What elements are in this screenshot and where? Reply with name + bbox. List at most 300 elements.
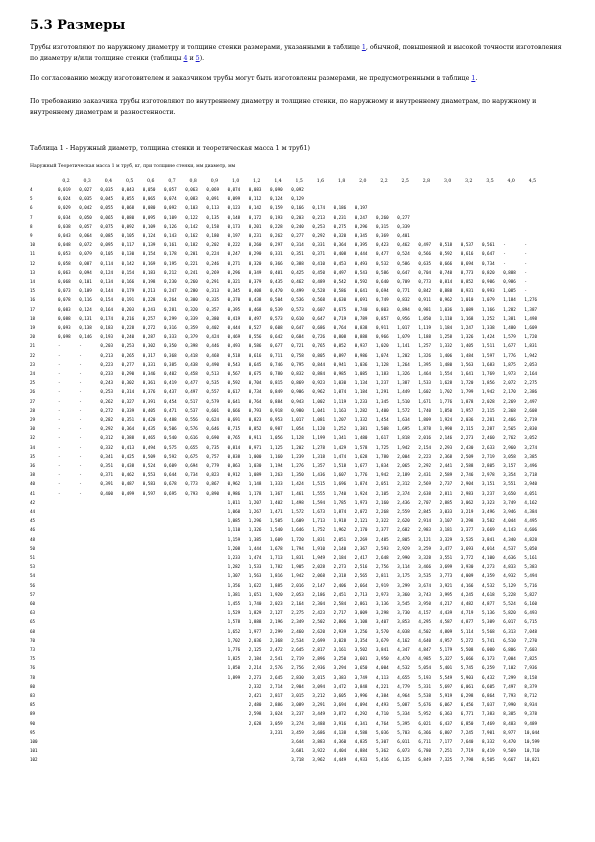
mass-cell: 0,313 [206, 288, 219, 294]
mass-cell: 0,601 [206, 407, 219, 413]
mass-cell: 2,569 [418, 481, 431, 487]
mass-cell: 1,278 [312, 444, 325, 450]
outer-diameter-cell: 29 [30, 417, 36, 422]
outer-diameter-cell: 40 [30, 481, 36, 487]
mass-cell: 5,054 [418, 665, 431, 671]
outer-diameter-cell: 21 [30, 343, 36, 349]
mass-cell: 0,493 [227, 343, 241, 349]
mass-cell: 2,268 [376, 509, 389, 514]
thickness-header-cell: 0,5 [125, 179, 134, 184]
mass-cell: 0,645 [248, 361, 262, 367]
mass-cell: 1,036 [439, 306, 453, 312]
mass-cell: 0,684 [291, 334, 304, 340]
mass-cell: 0,438 [248, 297, 262, 303]
mass-cell: 0,158 [206, 223, 219, 229]
mass-cell: 6,807 [439, 729, 453, 735]
mass-cell: 0,345 [227, 288, 241, 294]
mass-cell: 0,090 [270, 187, 283, 192]
mass-cell: 4,482 [460, 601, 474, 606]
mass-cell: 3,212 [312, 693, 325, 698]
mass-cell: 0,095 [142, 214, 156, 220]
mass-cell: 1,074 [333, 389, 347, 395]
mass-cell: 0,962 [227, 481, 241, 487]
mass-cell: 1,282 [227, 564, 241, 570]
mass-cell: 2,186 [312, 591, 325, 597]
mass-cell: 0,616 [460, 251, 474, 257]
mass-cell: 2,914 [418, 518, 431, 524]
mass-cell: 0,124 [142, 233, 156, 238]
mass-cell: 0,287 [142, 334, 156, 340]
mass-cell: 0,124 [100, 269, 113, 275]
mass-cell: 1,160 [270, 453, 283, 459]
mass-cell: 0,053 [58, 251, 71, 257]
mass-cell: 3,679 [376, 637, 389, 643]
mass-cell: 4,636 [503, 555, 516, 560]
mass-cell: 1,002 [312, 398, 325, 404]
mass-cell: 0,296 [354, 223, 368, 229]
mass-cell: 0,609 [164, 463, 177, 468]
mass-cell: 0,820 [482, 269, 495, 275]
table-row [30, 388, 570, 396]
thickness-header-cell: 2,0 [359, 179, 367, 184]
mass-cell: 4,719 [460, 610, 474, 616]
mass-cell: 0,789 [354, 315, 368, 321]
mass-cell: 3,354 [503, 472, 516, 478]
mass-cell: 0,624 [206, 417, 219, 422]
mass-cell: 3,466 [418, 564, 431, 570]
mass-cell: 1,041 [312, 407, 325, 413]
mass-cell: 0,291 [206, 279, 219, 284]
mass-cell: 2,053 [524, 361, 537, 367]
mass-cell: 0,499 [291, 288, 304, 294]
mass-cell: 5,272 [460, 637, 474, 643]
mass-cell: 2,737 [439, 481, 453, 487]
mass-cell: 0,391 [100, 481, 113, 487]
mass-cell: 0,138 [79, 325, 92, 330]
mass-cell: 0,095 [100, 242, 113, 248]
mass-cell: 3,298 [460, 518, 474, 524]
mass-cell: 3,962 [312, 757, 325, 763]
mass-cell: 0,852 [460, 279, 474, 284]
mass-cell: 7,825 [524, 656, 537, 662]
mass-cell: 3,730 [397, 610, 410, 616]
mass-cell: 0,186 [333, 205, 347, 211]
outer-diameter-cell: 100 [30, 739, 38, 744]
mass-cell: 1,834 [376, 463, 389, 468]
mass-cell: 0,749 [376, 297, 389, 303]
mass-cell: 0,253 [312, 223, 325, 229]
mass-cell: 6,366 [418, 729, 431, 735]
mass-cell: 0,320 [333, 233, 347, 238]
thickness-header-cell: 0,3 [83, 179, 91, 184]
mass-cell: 0,402 [164, 371, 177, 376]
mass-cell: 0,058 [58, 260, 71, 266]
mass-cell: 2,645 [291, 647, 304, 652]
mass-cell: 0,292 [100, 426, 113, 432]
mass-cell: 0,586 [376, 269, 389, 275]
thickness-header-cell: 1,6 [316, 179, 325, 184]
link-table-4[interactable]: 4 [183, 55, 188, 62]
outer-diameter-cell: 48 [30, 536, 36, 542]
mass-cell: 1,776 [354, 472, 368, 478]
mass-cell: 1,085 [227, 518, 241, 524]
mass-cell: 0,888 [354, 334, 368, 340]
link-table-1b[interactable]: 1 [471, 75, 476, 82]
mass-cell: 0,918 [270, 407, 283, 413]
mass-cell: 4,273 [482, 564, 495, 570]
mass-cell: 1,267 [248, 509, 262, 514]
mass-cell: 3,477 [439, 545, 453, 551]
mass-cell: 2,269 [354, 536, 368, 542]
mass-cell: 0,462 [397, 242, 410, 248]
mass-cell: 3,385 [524, 453, 537, 459]
table-row [30, 545, 570, 553]
mass-cell: 2,160 [376, 499, 389, 505]
mass-cell: 1,291 [376, 389, 389, 395]
thickness-header-cell: 0,4 [104, 179, 113, 184]
outer-diameter-cell: 28 [30, 407, 36, 413]
mass-cell: 1,776 [503, 352, 516, 358]
mass-cell: 2,036 [248, 637, 262, 643]
mass-cell: 1,282 [354, 407, 368, 413]
mass-cell: 0,327 [121, 398, 135, 404]
mass-cell: 0,174 [312, 205, 325, 211]
mass-cell: 0,771 [397, 288, 410, 294]
mass-cell: 1,480 [439, 361, 453, 367]
mass-cell: 0,333 [164, 334, 177, 340]
mass-cell: 0,371 [312, 251, 325, 257]
mass-cell: 0,576 [185, 426, 198, 432]
mass-cell: 0,316 [164, 325, 177, 330]
outer-diameter-cell: 101 [30, 748, 38, 754]
mass-cell: 4,847 [418, 647, 431, 652]
mass-cell: 5,524 [503, 601, 516, 606]
outer-diameter-cell: 5 [30, 196, 33, 202]
mass-cell: 0,161 [164, 242, 177, 248]
outer-diameter-cell: 20 [30, 334, 36, 340]
mass-cell: 0,098 [58, 334, 71, 340]
mass-cell: 6,021 [418, 720, 431, 726]
mass-cell: 0,302 [121, 380, 135, 386]
link-table-1[interactable]: 1 [361, 44, 366, 51]
table-row [30, 434, 570, 442]
mass-cell: 0,183 [100, 325, 113, 330]
mass-cell: 2,746 [460, 472, 474, 478]
mass-cell: 0,331 [142, 361, 156, 367]
mass-cell: 1,529 [227, 610, 241, 616]
table-row [30, 471, 570, 479]
mass-cell: 0,247 [164, 288, 177, 294]
thickness-header-cell: 2,5 [401, 179, 409, 184]
mass-cell: 6,780 [418, 748, 431, 754]
mass-cell: 4,143 [503, 527, 516, 533]
table-row [30, 241, 570, 249]
mass-cell: 2,318 [333, 573, 347, 579]
mass-cell: 0,561 [482, 242, 495, 248]
mass-cell: 1,973 [354, 499, 368, 505]
mass-cell: 0,146 [79, 334, 92, 340]
mass-cell: 0,740 [439, 269, 453, 275]
table-row [30, 278, 570, 286]
outer-diameter-cell: 68 [30, 628, 36, 634]
mass-cell: 1,878 [460, 398, 474, 404]
mass-cell: 0,371 [100, 472, 113, 478]
mass-cell: 0,610 [291, 315, 304, 321]
mass-cell: 0,616 [185, 435, 198, 441]
mass-cell: 2,939 [333, 628, 347, 634]
mass-cell: 1,148 [248, 481, 262, 487]
mass-cell: 2,960 [503, 444, 516, 450]
mass-cell: 1,498 [291, 499, 304, 505]
mass-cell: - [58, 371, 61, 376]
mass-cell: 0,224 [206, 251, 219, 257]
mass-cell: 0,867 [206, 481, 219, 487]
mass-cell: 0,116 [79, 297, 92, 303]
mass-cell: 0,640 [376, 279, 389, 284]
mass-cell: 7,383 [482, 711, 495, 717]
mass-cell: 0,734 [248, 389, 262, 395]
mass-cell: 6,017 [503, 619, 516, 625]
mass-cell: 4,502 [418, 628, 431, 634]
mass-cell: 0,154 [142, 251, 156, 257]
mass-cell: 3,848 [354, 683, 368, 689]
mass-cell: 0,075 [100, 223, 113, 229]
mass-cell: 4,877 [482, 601, 495, 606]
outer-diameter-cell: 12 [30, 260, 36, 266]
mass-cell: 0,524 [142, 463, 156, 468]
mass-cell: 0,410 [312, 260, 325, 266]
mass-cell: 1,920 [270, 591, 283, 597]
table-row [30, 710, 570, 718]
mass-cell: 1,202 [291, 444, 304, 450]
table-row [30, 701, 570, 709]
mass-cell: 0,497 [248, 315, 262, 321]
mass-cell: 0,647 [291, 325, 304, 330]
mass-cell: 1,924 [354, 490, 368, 496]
mass-cell: 1,168 [460, 315, 474, 321]
mass-cell: 1,977 [248, 628, 262, 634]
mass-cell: 0,357 [206, 306, 219, 312]
mass-cell: 2,904 [460, 481, 474, 487]
mass-cell: 3,496 [524, 463, 537, 468]
mass-cell: 0,380 [206, 315, 219, 321]
mass-cell: 3,274 [291, 720, 304, 726]
outer-diameter-cell: 95 [30, 729, 36, 735]
mass-cell: 2,105 [376, 490, 389, 496]
outer-diameter-cell: 45 [30, 518, 36, 524]
mass-cell: 1,818 [397, 435, 410, 441]
mass-cell: 4,537 [503, 545, 516, 551]
mass-cell: 5,745 [460, 665, 474, 671]
mass-cell: 0,401 [397, 233, 410, 238]
mass-cell: 3,773 [439, 573, 453, 579]
mass-cell: 4,877 [460, 619, 474, 625]
mass-cell: 0,838 [354, 325, 368, 330]
outer-diameter-cell: 27 [30, 398, 36, 404]
mass-cell: 0,726 [312, 334, 325, 340]
mass-cell: 0,897 [333, 352, 347, 358]
mass-cell: 1,677 [503, 343, 516, 349]
outer-diameter-cell: 83 [30, 693, 36, 698]
mass-cell: 1,962 [333, 527, 347, 533]
mass-cell: 7,901 [482, 729, 495, 735]
table-row [30, 683, 570, 691]
mass-cell: 0,911 [376, 325, 389, 330]
mass-cell: 0,844 [312, 361, 325, 367]
mass-cell: 1,159 [227, 536, 241, 542]
mass-cell: 0,419 [227, 315, 241, 321]
mass-cell: - [79, 352, 82, 358]
mass-cell: 0,247 [227, 251, 241, 257]
table-row [30, 637, 570, 645]
mass-cell: 2,805 [397, 536, 410, 542]
mass-cell: 2,293 [439, 444, 453, 450]
outer-diameter-cell: 30 [30, 426, 36, 432]
mass-cell: 0,793 [185, 490, 198, 496]
mass-cell: 0,114 [100, 260, 113, 266]
mass-cell: 8,977 [503, 729, 516, 735]
mass-cell: 1,942 [482, 389, 495, 395]
mass-cell: 2,028 [312, 564, 325, 570]
mass-cell: - [524, 251, 527, 257]
table-row [30, 425, 570, 433]
mass-cell: 2,275 [524, 380, 537, 386]
outer-diameter-cell: 38 [30, 472, 36, 478]
mass-cell: 0,169 [142, 260, 156, 266]
mass-cell: 0,694 [460, 260, 474, 266]
mass-cell: 0,468 [248, 306, 262, 312]
table-row [30, 342, 570, 350]
mass-cell: 3,950 [376, 656, 389, 662]
mass-cell: 2,214 [248, 665, 262, 671]
mass-cell: 0,438 [121, 463, 135, 468]
mass-cell: - [503, 242, 506, 248]
mass-cell: 1,345 [376, 398, 389, 404]
mass-cell: 3,674 [418, 582, 431, 588]
mass-cell: - [58, 380, 61, 386]
mass-cell: 1,332 [354, 417, 368, 422]
mass-cell: 1,318 [312, 453, 325, 459]
mass-cell: 1,622 [248, 582, 262, 588]
mass-cell: 1,239 [291, 453, 304, 459]
table-row [30, 526, 570, 534]
mass-cell: - [58, 343, 61, 349]
mass-cell: 0,191 [121, 297, 135, 303]
mass-cell: 0,539 [270, 306, 283, 312]
mass-cell: 1,461 [291, 490, 304, 496]
mass-cell: 0,230 [164, 279, 177, 284]
mass-cell: 0,035 [100, 187, 113, 192]
mass-cell: 0,490 [206, 361, 219, 367]
mass-cell: - [79, 417, 82, 422]
mass-cell: 4,884 [354, 748, 368, 754]
mass-cell: 4,166 [460, 582, 474, 588]
mass-cell: 0,246 [206, 260, 219, 266]
mass-cell: 0,299 [164, 315, 177, 321]
mass-cell: 2,332 [248, 683, 262, 689]
mass-cell: 0,462 [291, 279, 304, 284]
mass-cell: 3,650 [354, 665, 368, 671]
mass-cell: - [58, 407, 61, 413]
mass-cell: 1,651 [248, 591, 262, 597]
mass-cell: 0,078 [58, 297, 71, 303]
mass-cell: 3,328 [418, 555, 431, 560]
mass-cell: 2,068 [312, 573, 325, 579]
mass-cell: 0,370 [227, 297, 241, 303]
mass-cell: 2,374 [397, 490, 410, 496]
mass-cell: 2,312 [397, 481, 410, 487]
mass-cell: 0,109 [142, 223, 156, 229]
mass-cell: 3,749 [503, 499, 516, 505]
mass-cell: 3,015 [291, 693, 304, 698]
mass-cell: 4,157 [418, 610, 431, 616]
mass-cell: 0,793 [248, 407, 262, 413]
mass-cell: 0,074 [164, 196, 177, 202]
mass-cell: 0,630 [333, 297, 347, 303]
mass-cell: 0,201 [185, 251, 198, 257]
outer-diameter-cell: 80 [30, 683, 36, 689]
mass-cell: 2,121 [354, 518, 368, 524]
mass-cell: 4,162 [397, 637, 410, 643]
outer-diameter-cell: 35 [30, 453, 36, 459]
mass-cell: 5,383 [524, 564, 537, 570]
mass-cell: 1,924 [439, 417, 453, 422]
mass-cell: 1,060 [227, 509, 241, 514]
mass-cell: 2,886 [270, 702, 283, 708]
mass-cell: - [58, 444, 61, 450]
mass-cell: 0,497 [418, 242, 431, 248]
mass-cell: 0,586 [248, 343, 262, 349]
mass-cell: 0,537 [460, 242, 474, 248]
link-table-5[interactable]: 5 [195, 55, 200, 62]
mass-cell: 1,207 [248, 499, 262, 505]
mass-cell: 7,251 [439, 748, 453, 754]
mass-cell: 0,715 [227, 426, 241, 432]
mass-cell: 3,354 [354, 637, 368, 643]
mass-cell: 3,582 [482, 518, 495, 524]
mass-cell: 1,480 [354, 435, 368, 441]
mass-cell: 2,983 [418, 527, 431, 533]
mass-cell: 0,435 [270, 279, 283, 284]
outer-diameter-cell: 73 [30, 647, 36, 652]
mass-cell: 0,435 [142, 426, 156, 432]
mass-cell: 1,720 [460, 380, 474, 386]
mass-cell: 0,532 [376, 260, 389, 266]
mass-cell: 5,741 [482, 637, 495, 643]
mass-cell: 0,425 [121, 453, 135, 459]
mass-cell: 0,198 [142, 279, 156, 284]
mass-cell: 1,166 [482, 306, 495, 312]
mass-cell: 3,274 [524, 444, 537, 450]
mass-cell: 5,903 [460, 674, 474, 680]
mass-cell: 0,852 [248, 426, 262, 432]
mass-cell: 0,350 [164, 343, 177, 349]
outer-diameter-cell: 22 [30, 352, 36, 358]
mass-cell: 3,062 [460, 499, 474, 505]
mass-cell: 0,962 [439, 297, 453, 303]
mass-cell: 0,923 [312, 380, 325, 386]
mass-cell: 1,454 [376, 417, 389, 422]
mass-cell: - [79, 472, 82, 478]
mass-cell: 1,696 [333, 481, 347, 487]
mass-cell: 2,065 [397, 463, 410, 468]
mass-cell: 3,237 [482, 490, 495, 496]
mass-cell: 1,326 [397, 371, 410, 376]
mass-cell: 0,943 [291, 398, 304, 404]
mass-cell: 1,831 [524, 343, 537, 349]
mass-cell: 0,314 [291, 242, 304, 248]
mass-cell: 0,608 [270, 325, 283, 330]
